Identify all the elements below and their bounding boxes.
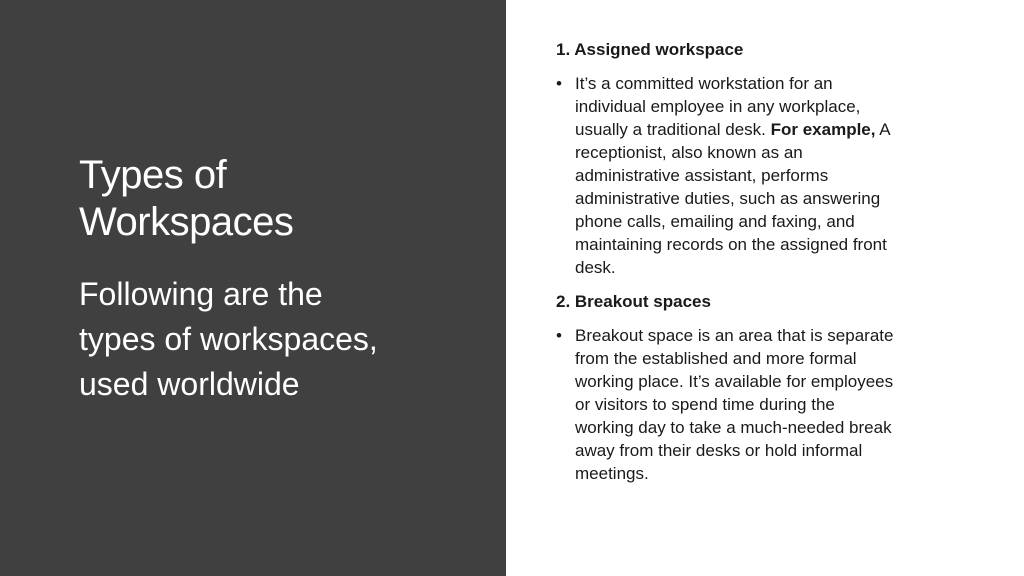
bullet-line: administrative duties, such as answering bbox=[575, 189, 881, 208]
bullet-line: administrative assistant, performs bbox=[575, 166, 829, 185]
section-heading-breakout-spaces: 2. Breakout spaces bbox=[556, 292, 711, 311]
slide-title-line: Types of bbox=[79, 153, 227, 197]
bullet-line: desk. bbox=[575, 258, 616, 277]
bullet-line: working place. It’s available for employees bbox=[575, 372, 894, 391]
bullet-text: usually a traditional desk. bbox=[575, 120, 771, 139]
bullet-line: maintaining records on the assigned front bbox=[575, 235, 887, 254]
bullet-dot: • bbox=[556, 74, 562, 93]
bullet-line: working day to take a much-needed break bbox=[575, 418, 892, 437]
slide-title-line: Workspaces bbox=[79, 200, 294, 244]
bullet-line: receptionist, also known as an bbox=[575, 143, 803, 162]
bullet-line: individual employee in any workplace, bbox=[575, 97, 861, 116]
bullet-line: from the established and more formal bbox=[575, 349, 857, 368]
content-panel bbox=[556, 38, 976, 496]
bullet-breakout-spaces bbox=[556, 324, 976, 485]
bullet-line: phone calls, emailing and faxing, and bbox=[575, 212, 855, 231]
bullet-line: away from their desks or hold informal bbox=[575, 441, 863, 460]
slide-subtitle-line: Following are the bbox=[79, 276, 323, 312]
bullet-line: Breakout space is an area that is separate bbox=[575, 326, 894, 345]
bullet-line bbox=[575, 118, 976, 141]
bullet-line: It’s a committed workstation for an bbox=[575, 74, 833, 93]
bullet-assigned-workspace bbox=[556, 72, 976, 279]
slide-subtitle bbox=[79, 272, 489, 407]
bullet-line: or visitors to spend time during the bbox=[575, 395, 835, 414]
slide-title bbox=[79, 152, 479, 246]
title-panel bbox=[0, 0, 506, 576]
bullet-dot: • bbox=[556, 326, 562, 345]
bullet-text: A bbox=[875, 120, 891, 139]
slide-subtitle-line: types of workspaces, bbox=[79, 321, 378, 357]
bold-phrase-for-example: For example, bbox=[770, 120, 876, 139]
slide-subtitle-line: used worldwide bbox=[79, 366, 300, 402]
section-heading-assigned-workspace: 1. Assigned workspace bbox=[556, 40, 744, 59]
bullet-line: meetings. bbox=[575, 464, 649, 483]
